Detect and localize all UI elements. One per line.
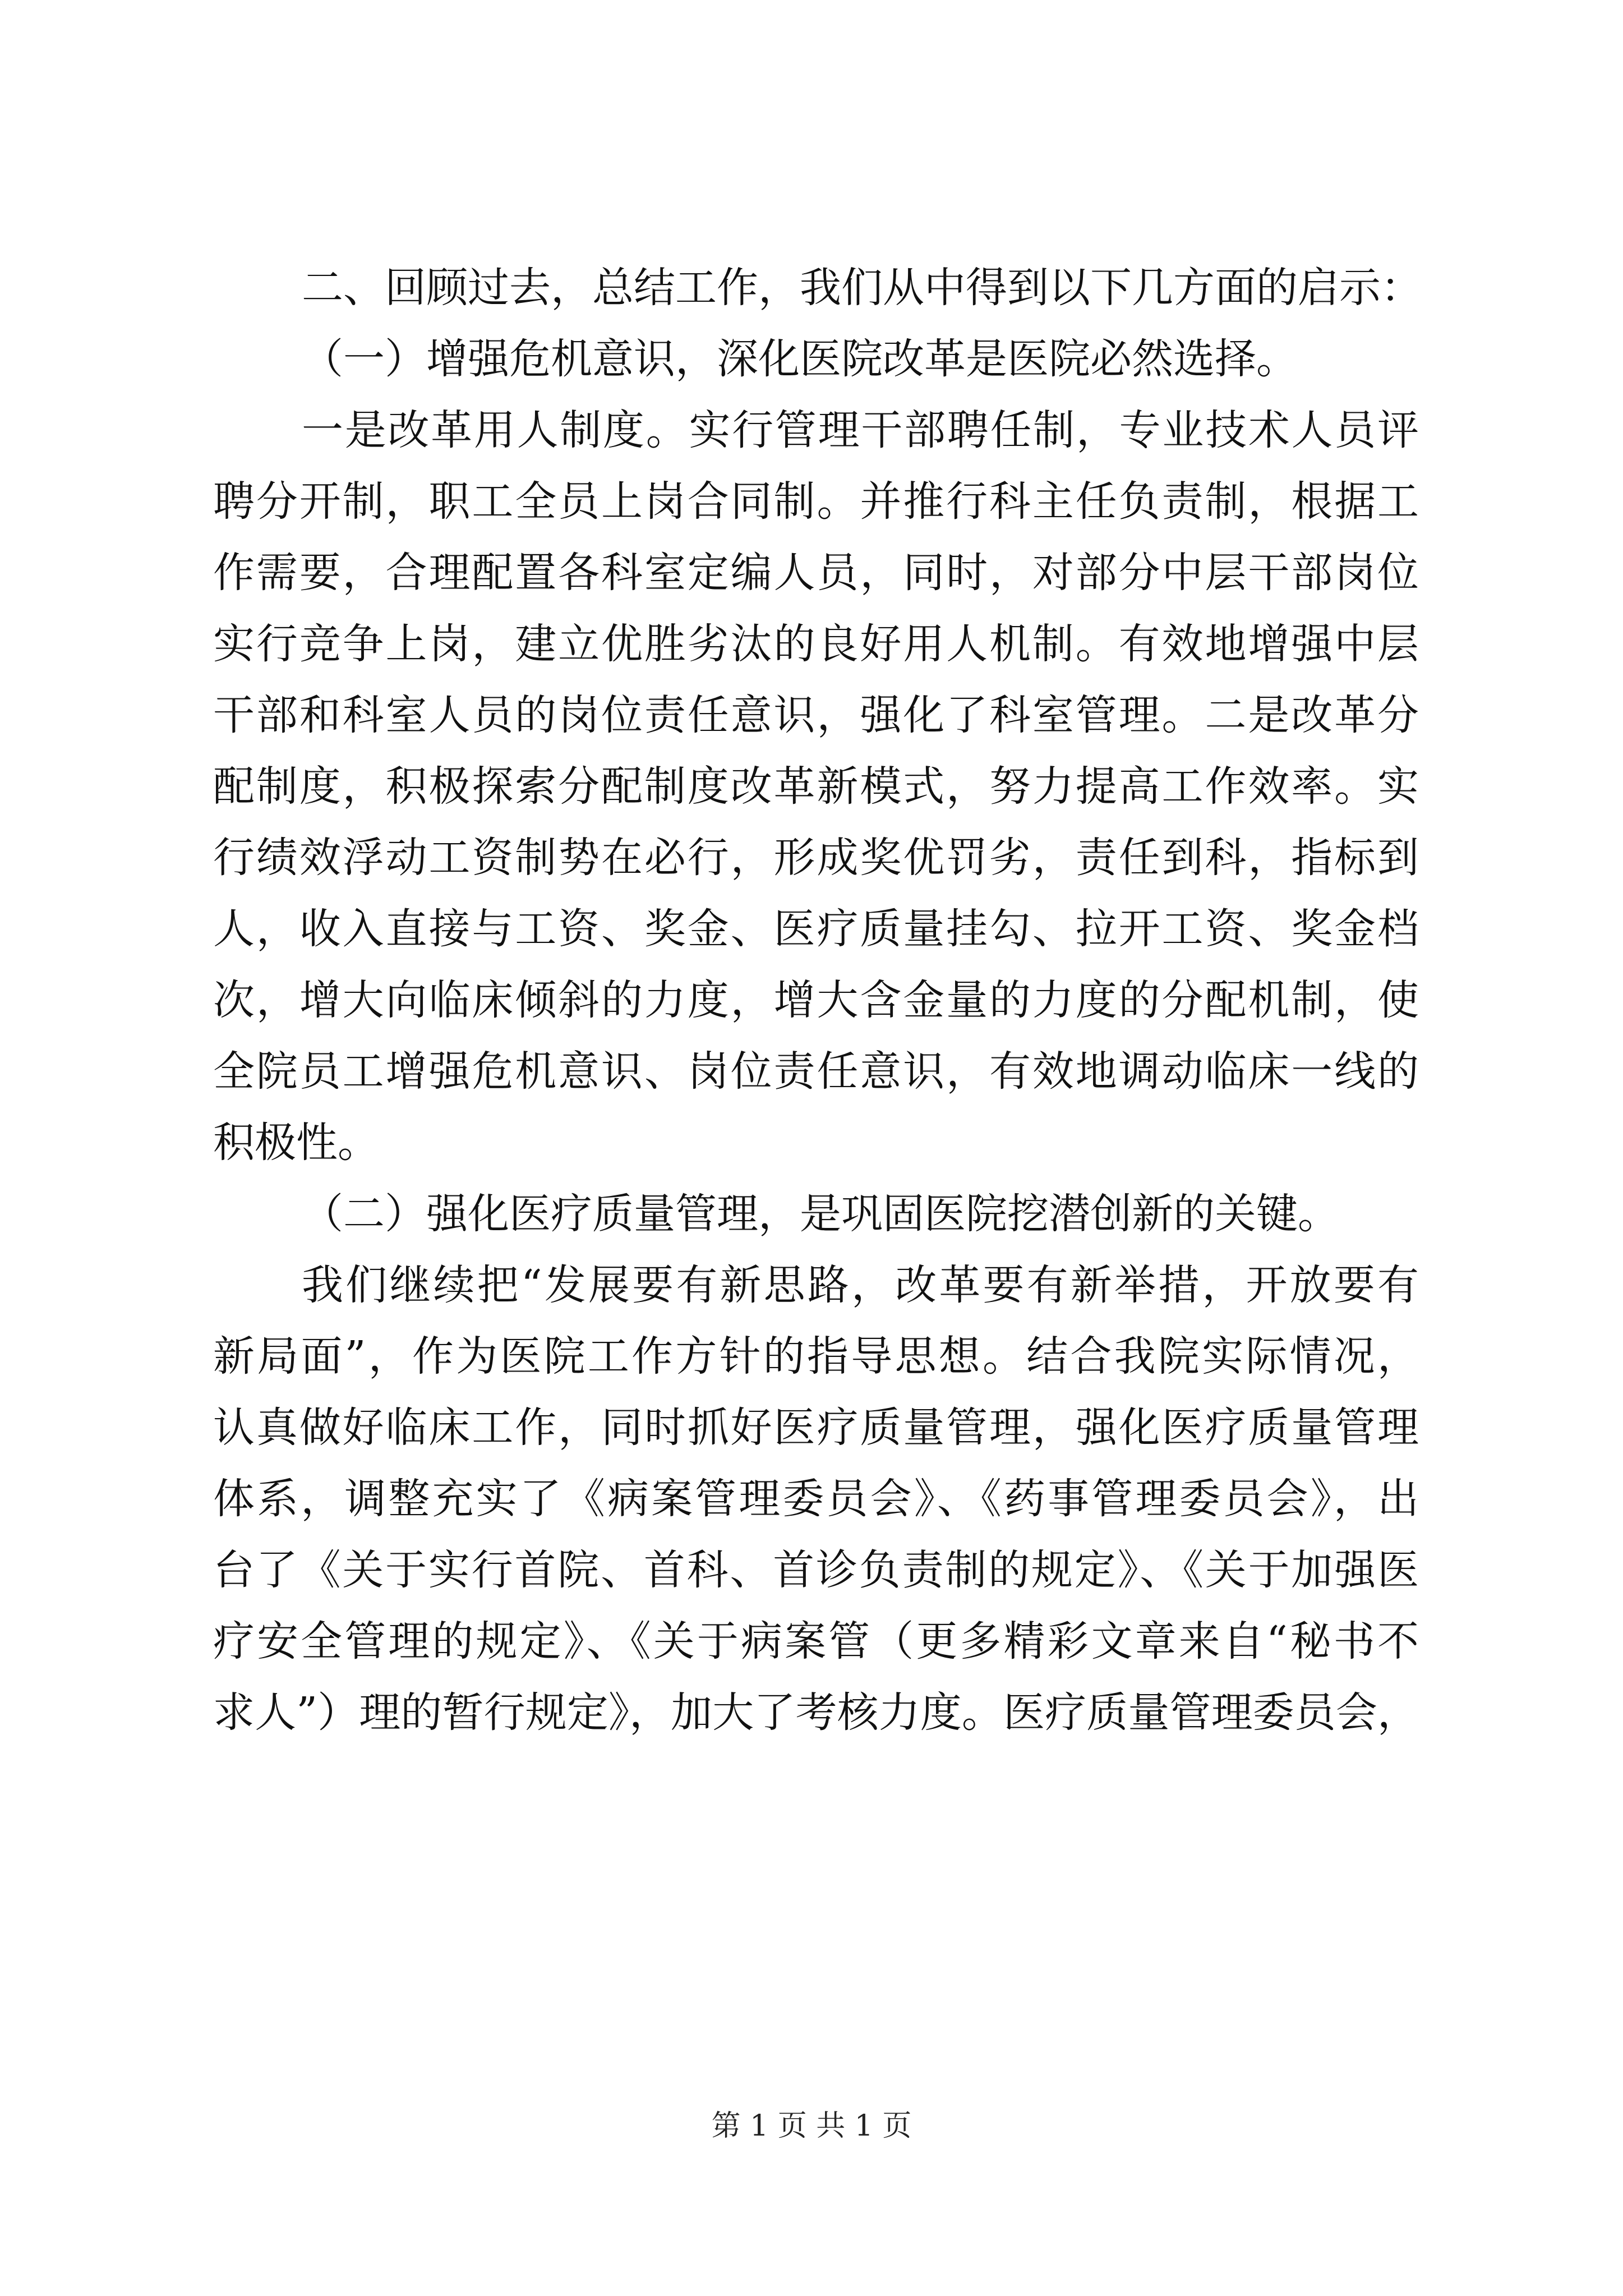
- text-line: 新局面”，作为医院工作方针的指导思想。结合我院实际情况，: [213, 1332, 1419, 1381]
- text-line: 实行竞争上岗，建立优胜劣汰的良好用人机制。有效地增强中层: [213, 620, 1419, 668]
- section-heading-one: （一）增强危机意识，深化医院改革是医院必然选择。: [302, 335, 1298, 383]
- text-line: 求人”）理的暂行规定》，加大了考核力度。医疗质量管理委员会，: [213, 1688, 1419, 1737]
- text-line: 一是改革用人制度。实行管理干部聘任制，专业技术人员评: [302, 406, 1419, 454]
- text-line: 配制度，积极探索分配制度改革新模式，努力提高工作效率。实: [213, 762, 1419, 811]
- document-body: [213, 252, 1422, 1749]
- text-line: 认真做好临床工作，同时抓好医疗质量管理，强化医疗质量管理: [213, 1404, 1419, 1452]
- text-line: 积极性。: [213, 1119, 379, 1167]
- text-line: 作需要，合理配置各科室定编人员，同时，对部分中层干部岗位: [213, 549, 1419, 597]
- text-line: 干部和科室人员的岗位责任意识，强化了科室管理。二是改革分: [213, 691, 1419, 739]
- text-line: 我们继续把“发展要有新思路，改革要有新举措，开放要有: [302, 1261, 1419, 1309]
- text-line: 体系，调整充实了《病案管理委员会》、《药事管理委员会》，出: [213, 1475, 1419, 1523]
- text-line: 台了《关于实行首院、首科、首诊负责制的规定》、《关于加强医: [213, 1546, 1419, 1594]
- paragraph-heading-revelation: 二、回顾过去，总结工作，我们从中得到以下几方面的启示：: [302, 264, 1422, 312]
- text-line: 次，增大向临床倾斜的力度，增大含金量的力度的分配机制，使: [213, 976, 1419, 1024]
- text-line: 行绩效浮动工资制势在必行，形成奖优罚劣，责任到科，指标到: [213, 834, 1419, 882]
- section-heading-two: （二）强化医疗质量管理，是巩固医院挖潜创新的关键。: [302, 1190, 1339, 1238]
- text-line: 聘分开制，职工全员上岗合同制。并推行科主任负责制，根据工: [213, 477, 1419, 526]
- page-number-footer: 第 1 页 共 1 页: [711, 2109, 912, 2143]
- text-line: 疗安全管理的规定》、《关于病案管（更多精彩文章来自“秘书不: [213, 1617, 1419, 1665]
- text-line: 人，收入直接与工资、奖金、医疗质量挂勾、拉开工资、奖金档: [213, 905, 1419, 953]
- text-line: 全院员工增强危机意识、岗位责任意识，有效地调动临床一线的: [213, 1047, 1419, 1096]
